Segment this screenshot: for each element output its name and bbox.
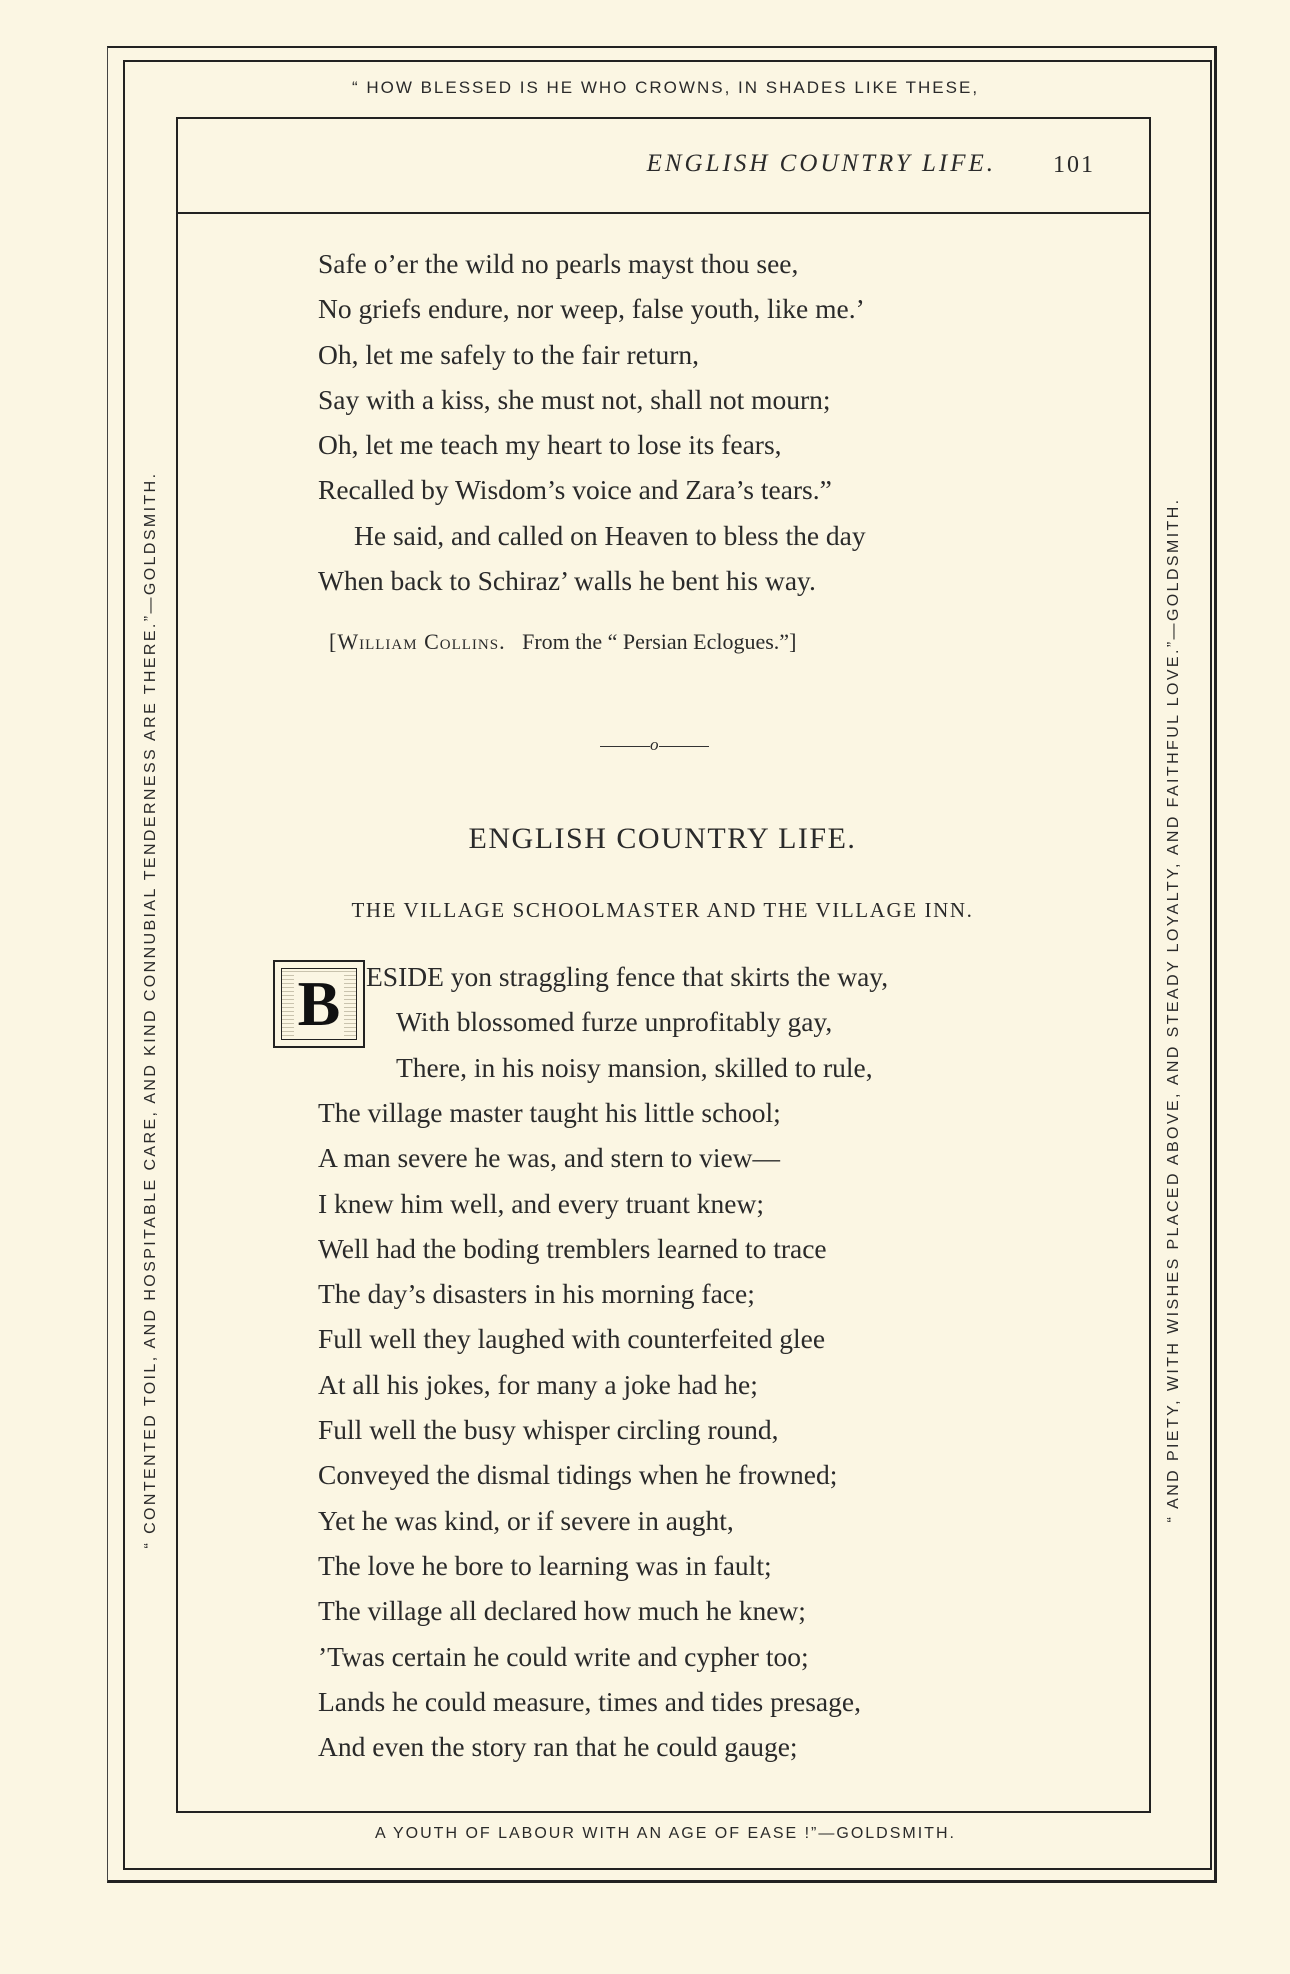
poem-line: Oh, let me teach my heart to lose its fears,	[318, 429, 782, 461]
poem-line: With blossomed furze unprofitably gay,	[396, 1006, 833, 1038]
section-subtitle: THE VILLAGE SCHOOLMASTER AND THE VILLAGE INN.	[351, 898, 974, 922]
dropcap-initial	[273, 960, 365, 1048]
poem-line: The day’s disasters in his morning face;	[318, 1278, 755, 1310]
poem-line: No griefs endure, nor weep, false youth, like me.’	[318, 293, 865, 325]
poem-line: Safe o’er the wild no pearls mayst thou see,	[318, 248, 799, 279]
attribution-source: From the “ Persian Eclogues.”]	[522, 629, 797, 654]
poem-line: Full well they laughed with counterfeited glee	[318, 1323, 826, 1355]
poem-line: And even the story ran that he could gauge;	[318, 1731, 798, 1763]
poem-line: When back to Schiraz’ walls he bent his way.	[318, 565, 816, 597]
border-quote-bottom: A YOUTH OF LABOUR WITH AN AGE OF EASE !”—GOLDSMITH.	[375, 1825, 956, 1842]
section-divider	[600, 735, 709, 755]
poem-line: At all his jokes, for many a joke had he;	[318, 1368, 758, 1400]
poem-line: Say with a kiss, she must not, shall not mourn;	[318, 383, 831, 415]
divider-glyph: o	[650, 735, 659, 754]
poem-line: ESIDE yon straggling fence that skirts the way,	[366, 961, 889, 992]
section-title: ENGLISH COUNTRY LIFE.	[468, 822, 857, 855]
poem-line: There, in his noisy mansion, skilled to rule,	[396, 1051, 873, 1083]
running-title: ENGLISH COUNTRY LIFE.	[646, 150, 996, 177]
poem-excerpt	[318, 241, 866, 603]
poem-opening-lines	[366, 954, 888, 1090]
poem-line: Lands he could measure, times and tides presage,	[318, 1685, 861, 1717]
border-quote-right: “ AND PIETY, WITH WISHES PLACED ABOVE, AND STEADY LOYALTY, AND FAITHFUL LOVE.”—GOLDSMITH.	[1165, 497, 1182, 1523]
poem-line: The love he bore to learning was in fault;	[318, 1549, 772, 1581]
poem-line: ’Twas certain he could write and cypher too;	[318, 1640, 809, 1672]
poem-line: He said, and called on Heaven to bless the day	[354, 519, 866, 551]
poem-line: The village master taught his little school;	[318, 1097, 781, 1128]
poem-line: Full well the busy whisper circling round,	[318, 1414, 779, 1446]
poem-line: A man severe he was, and stern to view—	[318, 1142, 781, 1174]
poem-line: Recalled by Wisdom’s voice and Zara’s tears.”	[318, 474, 832, 506]
border-quote-top: “ HOW BLESSED IS HE WHO CROWNS, IN SHADES LIKE THESE,	[351, 78, 980, 97]
poem-line: Yet he was kind, or if severe in aught,	[318, 1504, 734, 1536]
header-rule	[176, 212, 1149, 214]
poem-line: Oh, let me safely to the fair return,	[318, 338, 700, 370]
border-quote-left: “ CONTENTED TOIL, AND HOSPITABLE CARE, AND KIND CONNUBIAL TENDERNESS ARE THERE.”—GOLDSMITH.	[142, 471, 159, 1549]
dropcap-letter: B	[294, 972, 345, 1036]
poem-line: Well had the boding tremblers learned to trace	[318, 1232, 827, 1264]
poem-attribution	[329, 629, 796, 655]
poem-body	[318, 1090, 861, 1769]
poem-line: Conveyed the dismal tidings when he frowned;	[318, 1459, 838, 1491]
poem-line: I knew him well, and every truant knew;	[318, 1187, 764, 1219]
poem-line: The village all declared how much he knew;	[318, 1595, 806, 1627]
page-number: 101	[1053, 152, 1095, 178]
attribution-author: [William Collins.	[329, 629, 506, 654]
